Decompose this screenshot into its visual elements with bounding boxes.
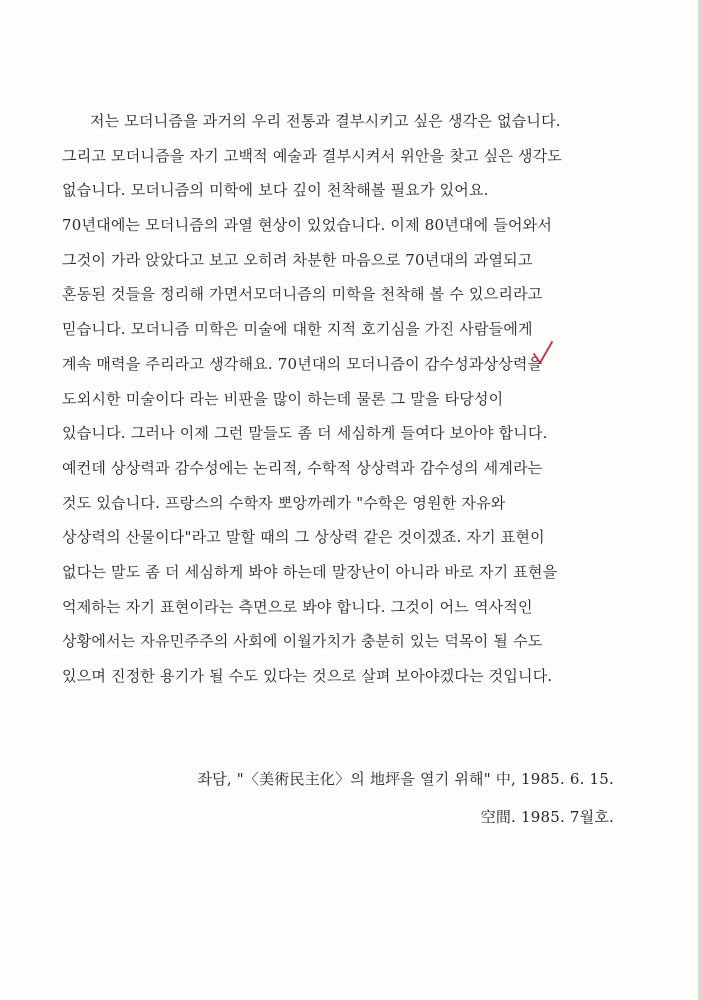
text-line: 상상력의 산물이다"라고 말할 때의 그 상상력 같은 것이겠죠. 자기 표현이 [62,528,545,547]
checkmark-icon [532,340,554,366]
text-line: 예컨데 상상력과 감수성에는 논리적, 수학적 상상력과 감수성의 세계라는 [62,458,543,477]
text-line: 없습니다. 모더니즘의 미학에 보다 깊이 천착해볼 필요가 있어요. [62,181,489,200]
text-line: 있습니다. 그러나 이제 그런 말들도 좀 더 세심하게 들여다 보아야 합니다. [62,424,548,443]
text-line: 70년대에는 모더니즘의 과열 현상이 있었습니다. 이제 80년대에 들어와서 [62,216,553,235]
body-text [62,104,652,694]
citation [197,760,614,836]
text-line: 그리고 모더니즘을 자기 고백적 예술과 결부시켜서 위안을 찾고 싶은 생각도 [62,146,563,165]
citation-line-source: 좌담, "〈美術民主化〉의 地坪을 열기 위해" 中, 1985. 6. 15. [197,770,614,788]
page-edge [698,0,702,1000]
text-line: 것도 있습니다. 프랑스의 수학자 뽀앙까레가 "수학은 영원한 자유와 [62,493,506,512]
text-line: 억제하는 자기 표현이라는 측면으로 봐야 합니다. 그것이 어느 역사적인 [62,597,533,616]
text-line: 도외시한 미술이다 라는 비판을 많이 하는데 물론 그 말을 타당성이 [62,389,504,408]
text-line: 없다는 말도 좀 더 세심하게 봐야 하는데 말장난이 아니라 바로 자기 표현을 [62,562,558,581]
citation-line-journal: 空間. 1985. 7월호. [480,808,614,826]
text-line: 믿습니다. 모더니즘 미학은 미술에 대한 지적 호기심을 가진 사람들에게 [62,320,533,339]
text-line: 혼동된 것들을 정리해 가면서모더니즘의 미학을 천착해 볼 수 있으리라고 [62,285,543,304]
text-line: 있으며 진정한 용기가 될 수도 있다는 것으로 살펴 보아야겠다는 것입니다. [62,667,553,685]
text-line: 계속 매력을 주리라고 생각해요. 70년대의 모더니즘이 감수성과상상력을 [62,354,543,373]
text-line: 저는 모더니즘을 과거의 우리 전통과 결부시키고 싶은 생각은 없습니다. [90,112,561,130]
text-line: 상황에서는 자유민주주의 사회에 이월가치가 충분히 있는 덕목이 될 수도 [62,632,543,651]
text-line: 그것이 가라 앉았다고 보고 오히려 차분한 마음으로 70년대의 과열되고 [62,250,533,269]
